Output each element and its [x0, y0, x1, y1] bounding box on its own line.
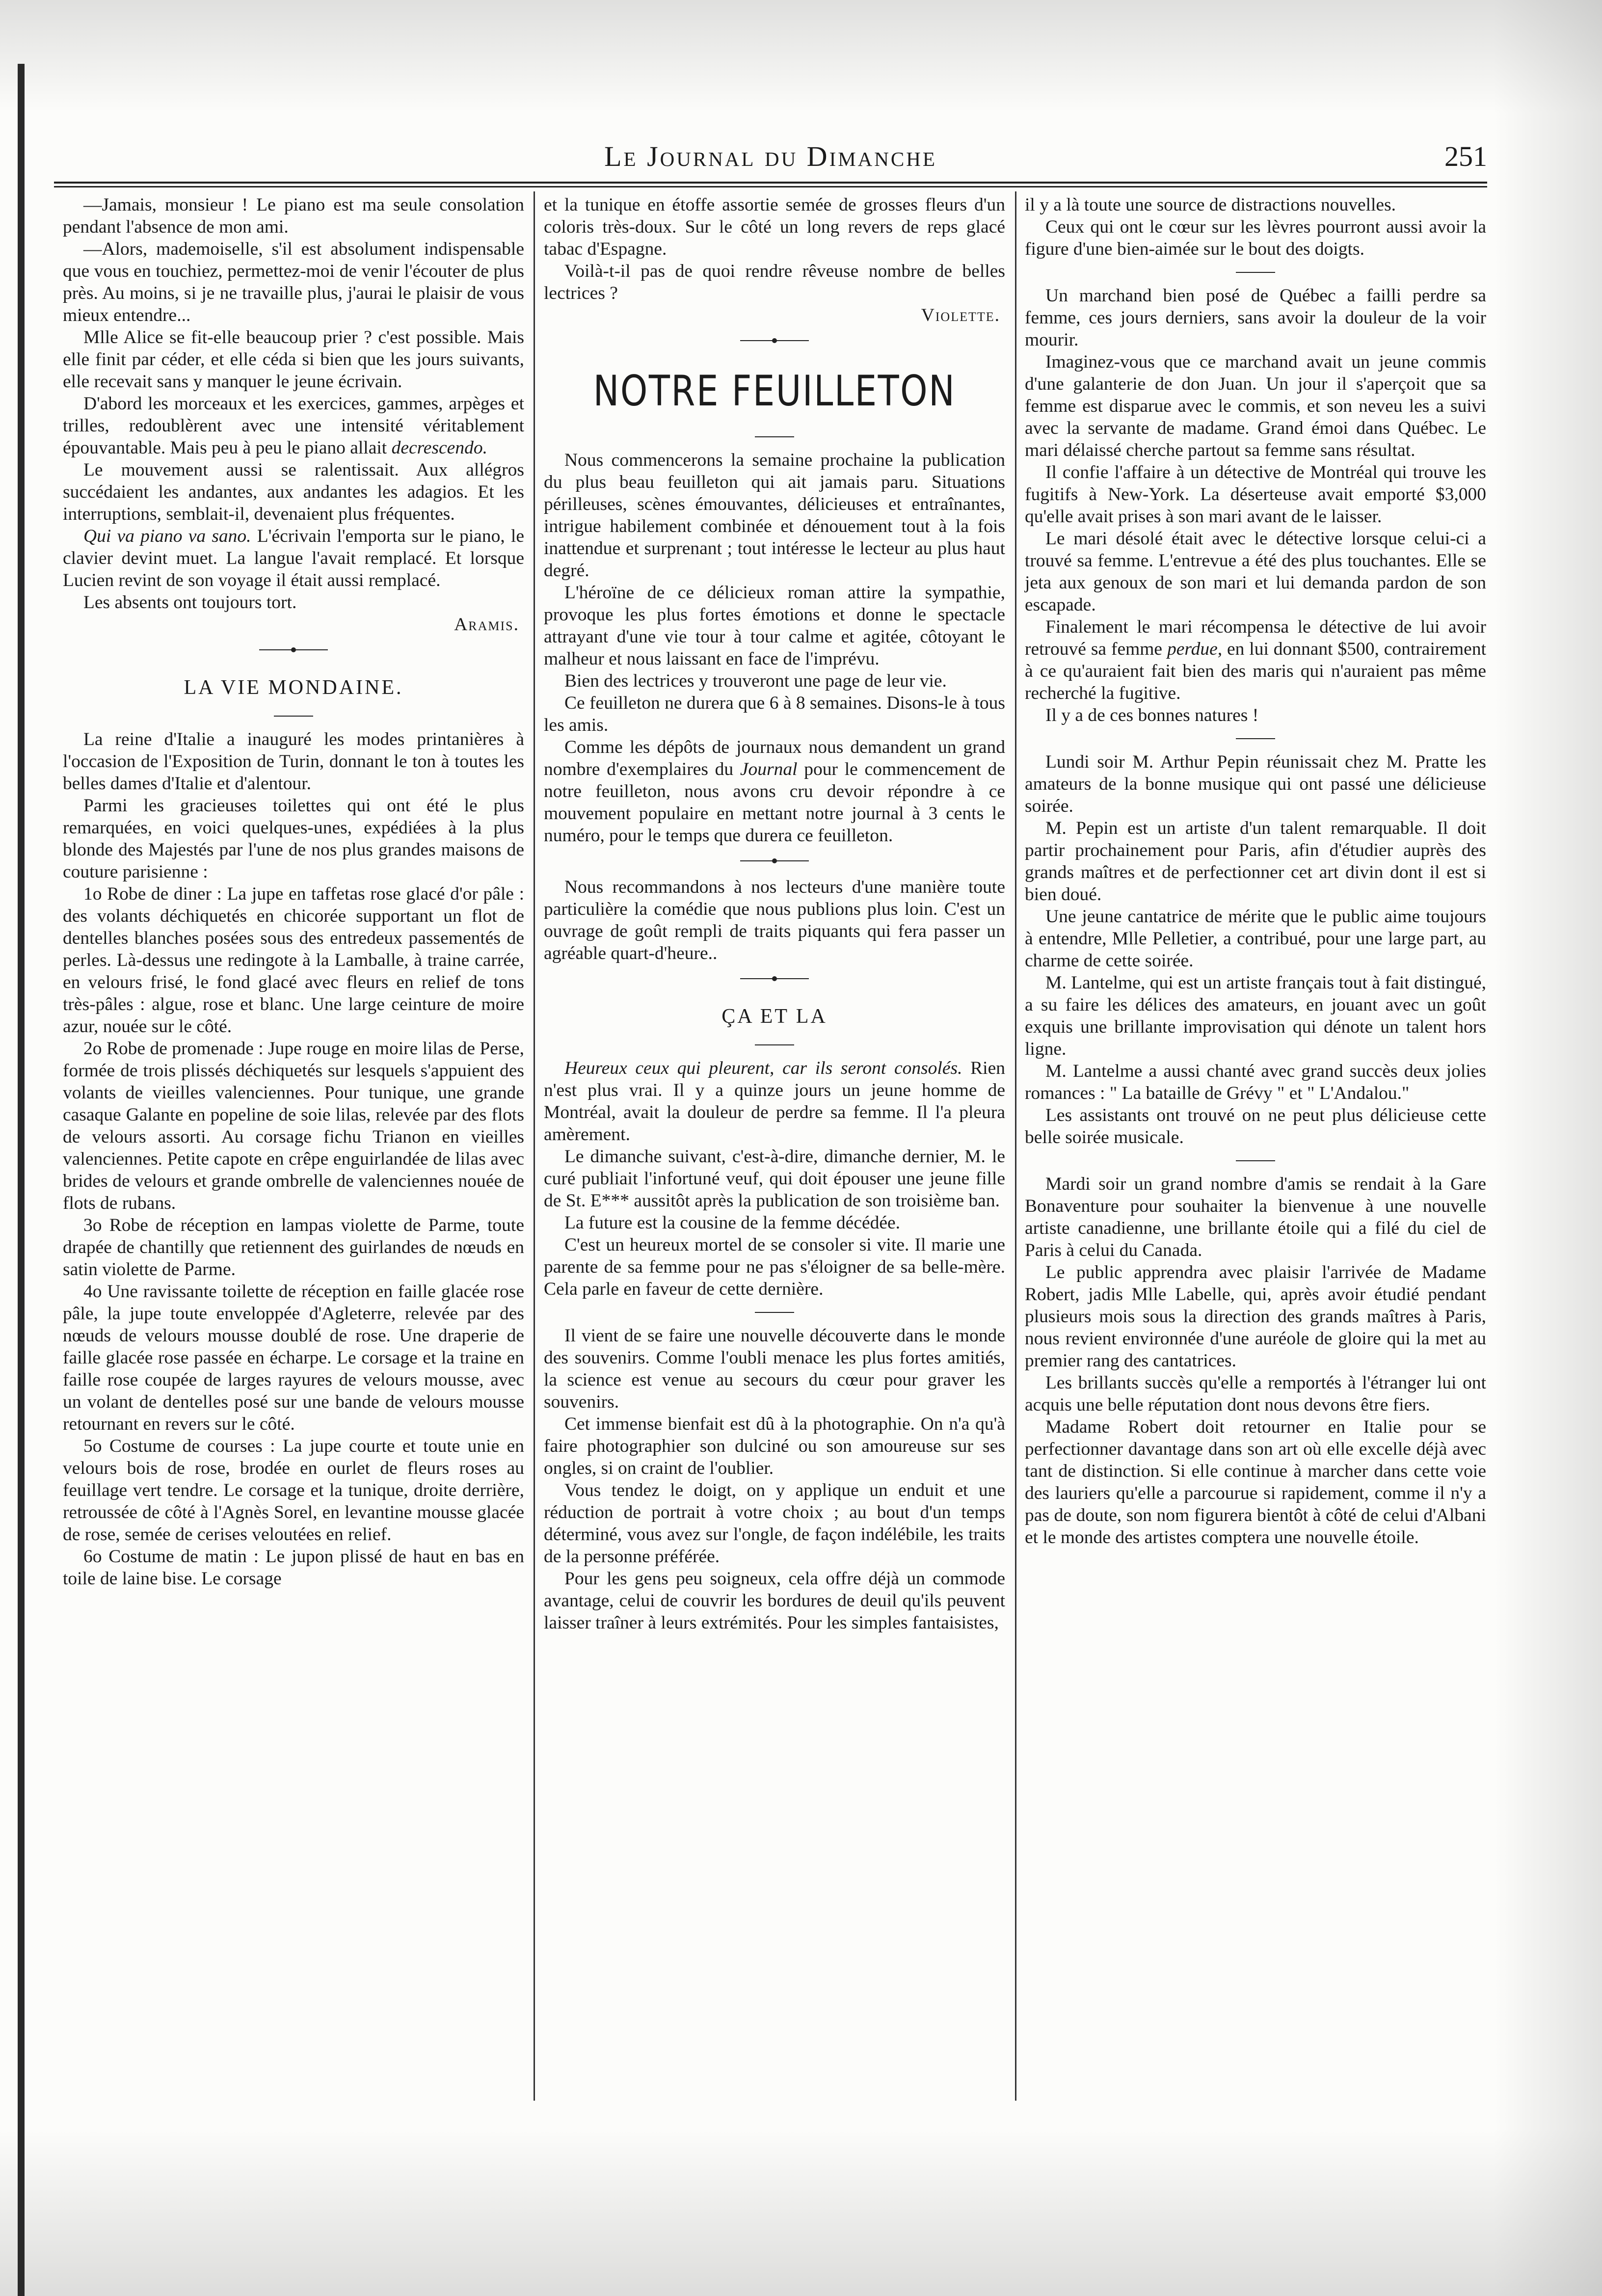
italic-text: decrescendo. — [391, 438, 487, 458]
section-dash — [544, 1300, 1005, 1325]
paragraph: 6o Costume de matin : Le jupon plissé de haut en bas en toile de laine bise. Le corsage — [63, 1547, 524, 1589]
page-number: 251 — [1444, 140, 1487, 172]
paragraph: il y a là toute une source de distractions nouvelles. — [1025, 195, 1396, 215]
signature-aramis: Aramis. — [454, 614, 519, 635]
paragraph: 3o Robe de réception en lampas violette de Parme, toute drapée de chantilly que retiennent des guirlandes de nœuds en satin violette de Parme. — [63, 1215, 524, 1280]
scan-shading-top — [0, 0, 1602, 113]
paragraph: Ceux qui ont le cœur sur les lèvres pourront aussi avoir la figure d'une bien-aimée sur le bout des doigts. — [1025, 217, 1486, 259]
scan-shading-bottom — [0, 2129, 1602, 2296]
paragraph: Mardi soir un grand nombre d'amis se rendait à la Gare Bonaventure pour souhaiter la bienvenue à une nouvelle artiste canadienne, une brillante étoile qui a filé du ciel de Paris à celui du Canada. — [1025, 1174, 1486, 1260]
paragraph: Nous recommandons à nos lecteurs d'une manière toute particulière la comédie que nous publions plus loin. C'est un ouvrage de goût rempli de traits piquants qui fera passer un agréable quart-d'heure.. — [544, 877, 1005, 963]
paragraph: Il y a de ces bonnes natures ! — [1045, 705, 1259, 725]
paragraph: Finalement le mari récompensa le détective de lui avoir retrouvé sa femme perdue, en lui donnant $500, contrairement à ce qu'auraient fait bien des maris qui n'auraient pas même recherché la fugitive. — [1025, 617, 1486, 703]
paragraph: Le dimanche suivant, c'est-à-dire, dimanche dernier, M. le curé publiait l'infortuné veuf, qui doit épouser une jeune fille de St. E*** aussitôt après la publication de son troisième ban. — [544, 1147, 1005, 1211]
paragraph: L'héroïne de ce délicieux roman attire la sympathie, provoque les plus fortes émotions et donne le spectacle attrayant d'une vie tour à tour calme et agitée, côtoyant le malheur et nous laissant en face de l'imprévu. — [544, 583, 1005, 669]
italic-text: Journal — [740, 759, 798, 779]
binding-edge — [18, 64, 25, 2296]
column-3 — [1025, 194, 1486, 1548]
paragraph: Bien des lectrices y trouveront une page de leur vie. — [564, 671, 947, 691]
paragraph: M. Lantelme a aussi chanté avec grand succès deux jolies romances : " La bataille de Grévy " et " L'Andalou." — [1025, 1061, 1486, 1103]
paragraph: Pour les gens peu soigneux, cela offre déjà un commode avantage, celui de couvrir les bordures de deuil qu'ils peuvent laisser traîner à leurs extrémités. Pour les simples fantaisistes, — [544, 1569, 1005, 1633]
paragraph: 2o Robe de promenade : Jupe rouge en moire lilas de Perse, formée de trois plissés déchiquetés sur lesquels s'appuient des volants de vieilles valenciennes. Pour tunique, une grande casaque Galante en popeline de soie lilas, relevée par des flots de velours assorti. Au corsage fichu Trianon en vieilles valenciennes. Petite capote en crêpe enguirlandée de lilas avec brides de velours et grande ombrelle de valenciennes nouée de flots de rubans. — [63, 1039, 524, 1213]
section-ornament — [63, 636, 524, 665]
paragraph: M. Lantelme, qui est un artiste français tout à fait distingué, a su faire les délices des amateurs, en jouant avec un goût exquis une brillante improvisation qui dénote un talent hors ligne. — [1025, 973, 1486, 1059]
section-dash — [544, 1033, 1005, 1057]
paragraph: Les brillants succès qu'elle a remportés à l'étranger lui ont acquis une belle réputation dont nous devons être fiers. — [1025, 1373, 1486, 1415]
section-title-ca-et-la: ÇA ET LA — [721, 1005, 828, 1028]
section-dash — [63, 704, 524, 728]
paragraph: Les absents ont toujours tort. — [83, 592, 297, 613]
paragraph: Les assistants ont trouvé on ne peut plus délicieuse cette belle soirée musicale. — [1025, 1105, 1486, 1148]
paragraph: Le mouvement aussi se ralentissait. Aux allégros succédaient les andantes, aux andantes les adagios. Et les interruptions, semblait-il, devenaient plus fréquentes. — [63, 460, 524, 524]
italic-text: Heureux ceux qui pleurent, car ils seront consolés. — [564, 1058, 962, 1078]
signature-violette: Violette. — [921, 305, 1000, 325]
column-rule-1 — [534, 191, 535, 2101]
section-title-feuilleton: NOTRE FEUILLETON — [593, 367, 956, 416]
section-ornament — [544, 964, 1005, 994]
column-2 — [544, 194, 1005, 1634]
paragraph: Une jeune cantatrice de mérite que le public aime toujours à entendre, Mlle Pelletier, a contribué, pour une large part, au charme de cette soirée. — [1025, 907, 1486, 971]
paragraph: 5o Costume de courses : La jupe courte et toute unie en velours bois de rose, brodée en ourlet de fleurs roses au feuillage vert tendre. Le corsage et la tunique, droite derrière, retroussée de côté à l'Agnès Sorel, en levantine mousse glacée de rose, semée de cerises veloutées en relief. — [63, 1436, 524, 1545]
paragraph: —Jamais, monsieur ! Le piano est ma seule consolation pendant l'absence de mon ami. — [63, 195, 524, 237]
column-rule-2 — [1015, 191, 1016, 2101]
paragraph: et la tunique en étoffe assortie semée de grosses fleurs d'un coloris très-doux. Sur le côté un long revers de reps glacé tabac d'Espagne. — [544, 195, 1005, 259]
paragraph: Vous tendez le doigt, on y applique un enduit et une réduction de portrait à votre choix ; au bout d'un temps déterminé, vous avez sur l'ongle, de façon indélébile, les traits de la personne préférée. — [544, 1480, 1005, 1567]
paragraph: Ce feuilleton ne durera que 6 à 8 semaines. Disons-le à tous les amis. — [544, 693, 1005, 735]
italic-text: Qui va piano va sano. — [83, 526, 251, 546]
section-title-vie-mondaine: LA VIE MONDAINE. — [184, 676, 403, 699]
paragraph: Heureux ceux qui pleurent, car ils seront consolés. Rien n'est plus vrai. Il y a quinze jours un jeune homme de Montréal, avait la douleur de perdre sa femme. Il l'a pleura amèrement. — [544, 1058, 1005, 1145]
paragraph: Cet immense bienfait est dû à la photographie. On n'a qu'à faire photographier son dulciné ou son amoureuse sur ses ongles, si on craint de l'oublier. — [544, 1414, 1005, 1478]
paragraph: Il vient de se faire une nouvelle découverte dans le monde des souvenirs. Comme l'oubli menace les plus fortes amitiés, la science est venue au secours du cœur pour graver les souvenirs. — [544, 1326, 1005, 1412]
paragraph: M. Pepin est un artiste d'un talent remarquable. Il doit partir prochainement pour Paris, afin d'étudier auprès des grands maîtres et de perfectionner cet art divin dont il est si bien doué. — [1025, 818, 1486, 905]
journal-title: Le Journal du Dimanche — [604, 140, 937, 172]
paragraph: —Alors, mademoiselle, s'il est absolument indispensable que vous en touchiez, permettez-moi de venir l'écouter de plus près. Au moins, si je ne travaille plus, j'aurai le plaisir de vous mieux entendre... — [63, 239, 524, 325]
paragraph: Le mari désolé était avec le détective lorsque celui-ci a trouvé sa femme. L'entrevue a été des plus touchantes. Elle se jeta aux genoux de son mari et lui demanda pardon de son escapade. — [1025, 529, 1486, 615]
column-1 — [63, 194, 524, 1590]
paragraph: 1o Robe de diner : La jupe en taffetas rose glacé d'or pâle : des volants déchiquetés en chicorée supportant un flot de dentelles blanches posées sous des entredeux passementés de perles. Là-dessus une redingote à la Lamballe, à traine carrée, en velours frisé, le fond glacé avec fleurs en relief de tons très-pâles : algue, rose et blanc. Une large ceinture de moire azur, nouée sur le côté. — [63, 884, 524, 1037]
paragraph: Voilà-t-il pas de quoi rendre rêveuse nombre de belles lectrices ? — [544, 261, 1005, 303]
italic-text: perdue, — [1167, 639, 1223, 659]
paragraph: 4o Une ravissante toilette de réception en faille glacée rose pâle, la jupe toute enveloppée d'Agleterre, relevée par des nœuds de velours mousse doublé de rose. Une draperie de faille glacée rose passée en écharpe. Le corsage et la traine en faille rose coupée de larges rayures de velours mousse, avec un volant de dentelles posé sur une bande de velours mousse retournant en revers sur le côté. — [63, 1281, 524, 1434]
paragraph: Lundi soir M. Arthur Pepin réunissait chez M. Pratte les amateurs de la bonne musique qui ont passé une délicieuse soirée. — [1025, 752, 1486, 816]
paragraph: La reine d'Italie a inauguré les modes printanières à l'occasion de l'Exposition de Turin, donnant le ton à toutes les belles dames d'Italie et d'alentour. — [63, 729, 524, 794]
header-rule — [54, 182, 1487, 187]
section-dash — [1025, 1148, 1486, 1173]
paragraph: Parmi les gracieuses toilettes qui ont été le plus remarquées, en voici quelques-unes, expédiées à la plus blonde des Majestés par l'une de nos plus grandes maisons de couture parisienne : — [63, 796, 524, 882]
section-dash — [1025, 260, 1486, 285]
running-header — [54, 140, 1487, 179]
paragraph: Il confie l'affaire à un détective de Montréal qui trouve les fugitifs à New-York. La déserteuse avait emporté $3,000 qu'elle avait prises à son mari avant de le laisser. — [1025, 462, 1486, 527]
section-dash — [544, 425, 1005, 449]
paragraph: D'abord les morceaux et les exercices, gammes, arpèges et trilles, redoublèrent avec une intensité véritablement épouvantable. Mais peu à peu le piano allait decrescendo. — [63, 394, 524, 458]
paragraph: C'est un heureux mortel de se consoler si vite. Il marie une parente de sa femme pour ne pas s'éloigner de sa belle-mère. Cela parle en faveur de cette dernière. — [544, 1235, 1005, 1299]
paragraph: Comme les dépôts de journaux nous demandent un grand nombre d'exemplaires du Journal pour le commencement de notre feuilleton, nous avons cru devoir répondre à ce mouvement populaire en mettant notre journal à 3 cents le numéro, pour le temps que durera ce feuilleton. — [544, 737, 1005, 846]
paragraph: Madame Robert doit retourner en Italie pour se perfectionner davantage dans son art où elle excelle déjà avec tant de distinction. Si elle continue à marcher dans cette voie des lauriers qu'elle a parcourue si rapidement, comme il n'y a pas de doute, son nom figurera bientôt à côté de celui d'Albani et le monde des artistes comptera une nouvelle étoile. — [1025, 1417, 1486, 1548]
paragraph: Un marchand bien posé de Québec a failli perdre sa femme, ces jours derniers, sans avoir la douleur de la voir mourir. — [1025, 286, 1486, 350]
paragraph: Qui va piano va sano. L'écrivain l'emporta sur le piano, le clavier devint muet. La langue l'avait remplacé. Et lorsque Lucien revint de son voyage il était aussi remplacé. — [63, 526, 524, 590]
paragraph: Nous commencerons la semaine prochaine la publication du plus beau feuilleton qui ait jamais paru. Situations périlleuses, scènes émouvantes, délicieuses et entraînantes, intrigue habilement combinée et dénouement tout à la fois inattendue et surprenant ; tout intéresse le lecteur au plus haut degré. — [544, 450, 1005, 581]
scan-shading-right — [1494, 0, 1602, 2296]
paragraph: Mlle Alice se fit-elle beaucoup prier ? c'est possible. Mais elle finit par céder, et elle céda si bien que les jours suivants, elle recevait sans y manquer le jeune écrivain. — [63, 327, 524, 392]
paragraph: La future est la cousine de la femme décédée. — [564, 1213, 901, 1233]
paragraph: Le public apprendra avec plaisir l'arrivée de Madame Robert, jadis Mlle Labelle, qui, après avoir étudié pendant plusieurs mois sous la direction des grands maîtres à Paris, nous revient environnée d'une auréole de gloire qui la met au premier rang des cantatrices. — [1025, 1262, 1486, 1371]
section-ornament — [544, 847, 1005, 876]
paragraph: Imaginez-vous que ce marchand avait un jeune commis d'une galanterie de don Juan. Un jour il s'aperçoit que sa femme est disparue avec le commis, et son neveu les a suivi avec la servante de madame. Grand émoi dans Québec. Le mari délaissé cherche partout sa femme sans résultat. — [1025, 352, 1486, 460]
section-ornament — [544, 326, 1005, 356]
section-dash — [1025, 726, 1486, 751]
